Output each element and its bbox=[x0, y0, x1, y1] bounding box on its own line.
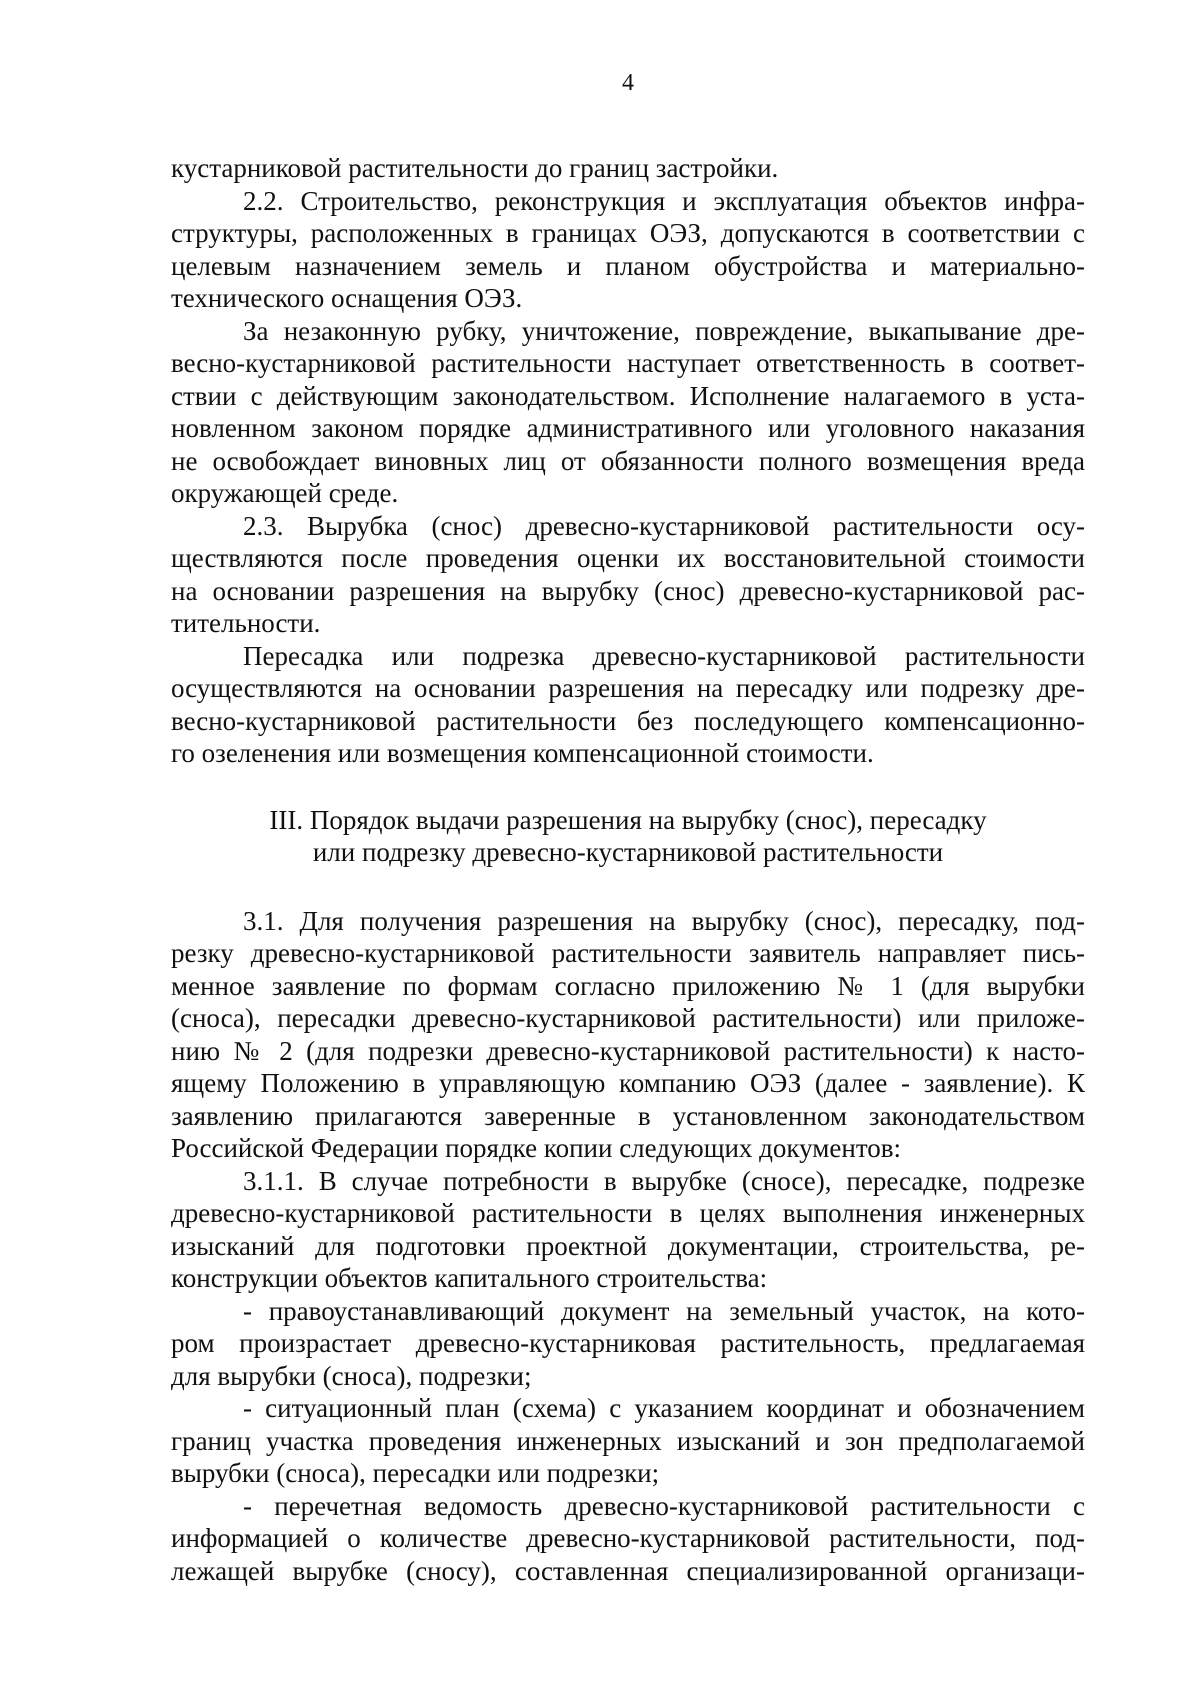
text-line: Российской Федерации порядке копии следующих документов: bbox=[171, 1133, 902, 1163]
text-line: информацией о количестве древесно-кустарниковой растительности, под- bbox=[171, 1523, 1085, 1553]
text-line: для вырубки (сноса), подрезки; bbox=[171, 1360, 532, 1391]
text-line: границ участка проведения инженерных изысканий и зон предполагаемой bbox=[171, 1425, 1085, 1456]
section-3-body bbox=[171, 905, 1085, 1588]
text-line: ящему Положению в управляющую компанию ОЭЗ (далее - заявление). К bbox=[171, 1068, 1085, 1098]
section-2-continuation bbox=[171, 152, 1085, 770]
text-line: окружающей среде. bbox=[171, 478, 399, 508]
text-line: 3.1. Для получения разрешения на вырубку (снос), пересадку, под- bbox=[243, 905, 1085, 936]
text-line: осуществляются на основании разрешения на пересадку или подрезку дре- bbox=[171, 673, 1085, 703]
section-heading-line: III. Порядок выдачи разрешения на вырубку (снос), пересадку bbox=[269, 804, 987, 835]
list-item bbox=[171, 1295, 1085, 1393]
section-heading-line: или подрезку древесно-кустарниковой растительности bbox=[312, 837, 944, 867]
text-line: го озеленения или возмещения компенсационной стоимости. bbox=[171, 738, 874, 768]
text-line: лежащей вырубке (сносу), составленная специализированной организаци- bbox=[171, 1555, 1085, 1586]
list-item bbox=[171, 1490, 1085, 1588]
text-line: структуры, расположенных в границах ОЭЗ, допускаются в соответствии с bbox=[171, 218, 1085, 248]
text-line: заявлению прилагаются заверенные в установленном законодательством bbox=[171, 1100, 1085, 1131]
text-line: менное заявление по формам согласно приложению № 1 (для вырубки bbox=[171, 970, 1085, 1001]
text-line: конструкции объектов капитального строительства: bbox=[171, 1263, 768, 1293]
paragraph bbox=[171, 510, 1085, 640]
text-line: 3.1.1. В случае потребности в вырубке (сносе), пересадке, подрезке bbox=[243, 1165, 1085, 1196]
text-line: ствии с действующим законодательством. Исполнение налагаемого в уста- bbox=[171, 380, 1085, 411]
text-line: нию № 2 (для подрезки древесно-кустарниковой растительности) к насто- bbox=[171, 1035, 1085, 1066]
text-line: тительности. bbox=[171, 608, 321, 638]
text-line: - ситуационный план (схема) с указанием координат и обозначением bbox=[243, 1393, 1085, 1423]
text-line: 2.2. Строительство, реконструкция и эксплуатация объектов инфра- bbox=[243, 185, 1085, 216]
text-line: изысканий для подготовки проектной документации, строительства, ре- bbox=[171, 1230, 1085, 1261]
text-line: Пересадка или подрезка древесно-кустарниковой растительности bbox=[243, 640, 1085, 671]
text-line: весно-кустарниковой растительности наступает ответственность в соответ- bbox=[171, 348, 1085, 378]
text-line: кустарниковой растительности до границ застройки. bbox=[171, 153, 779, 183]
text-line: (сноса), пересадки древесно-кустарниковой растительности) или приложе- bbox=[171, 1003, 1085, 1033]
text-line: древесно-кустарниковой растительности в целях выполнения инженерных bbox=[171, 1198, 1085, 1228]
text-line: весно-кустарниковой растительности без последующего компенсационно- bbox=[171, 705, 1085, 736]
paragraph bbox=[171, 905, 1085, 1165]
text-line: ром произрастает древесно-кустарниковая растительность, предлагаемая bbox=[171, 1328, 1085, 1358]
paragraph bbox=[171, 315, 1085, 510]
text-line: технического оснащения ОЭЗ. bbox=[171, 283, 523, 313]
text-line: на основании разрешения на вырубку (снос) древесно-кустарниковой рас- bbox=[171, 575, 1085, 606]
page-number: 4 bbox=[622, 70, 634, 96]
paragraph bbox=[171, 152, 1085, 185]
paragraph bbox=[171, 1165, 1085, 1295]
text-line: резку древесно-кустарниковой растительности заявитель направляет пись- bbox=[171, 938, 1085, 968]
paragraph bbox=[171, 640, 1085, 770]
text-line: За незаконную рубку, уничтожение, повреждение, выкапывание дре- bbox=[243, 315, 1085, 346]
text-line: вырубки (сноса), пересадки или подрезки; bbox=[171, 1458, 660, 1488]
list-item bbox=[171, 1392, 1085, 1490]
text-line: новленном законом порядке административного или уголовного наказания bbox=[171, 413, 1085, 443]
text-line: целевым назначением земель и планом обустройства и материально- bbox=[171, 250, 1085, 281]
paragraph bbox=[171, 185, 1085, 315]
text-line: не освобождает виновных лиц от обязанности полного возмещения вреда bbox=[171, 445, 1085, 476]
text-line: ществляются после проведения оценки их восстановительной стоимости bbox=[171, 543, 1085, 573]
text-line: - перечетная ведомость древесно-кустарниковой растительности с bbox=[243, 1490, 1085, 1521]
text-line: 2.3. Вырубка (снос) древесно-кустарниковой растительности осу- bbox=[243, 510, 1085, 541]
section-heading bbox=[171, 804, 1085, 869]
text-line: - правоустанавливающий документ на земельный участок, на кото- bbox=[243, 1295, 1085, 1326]
